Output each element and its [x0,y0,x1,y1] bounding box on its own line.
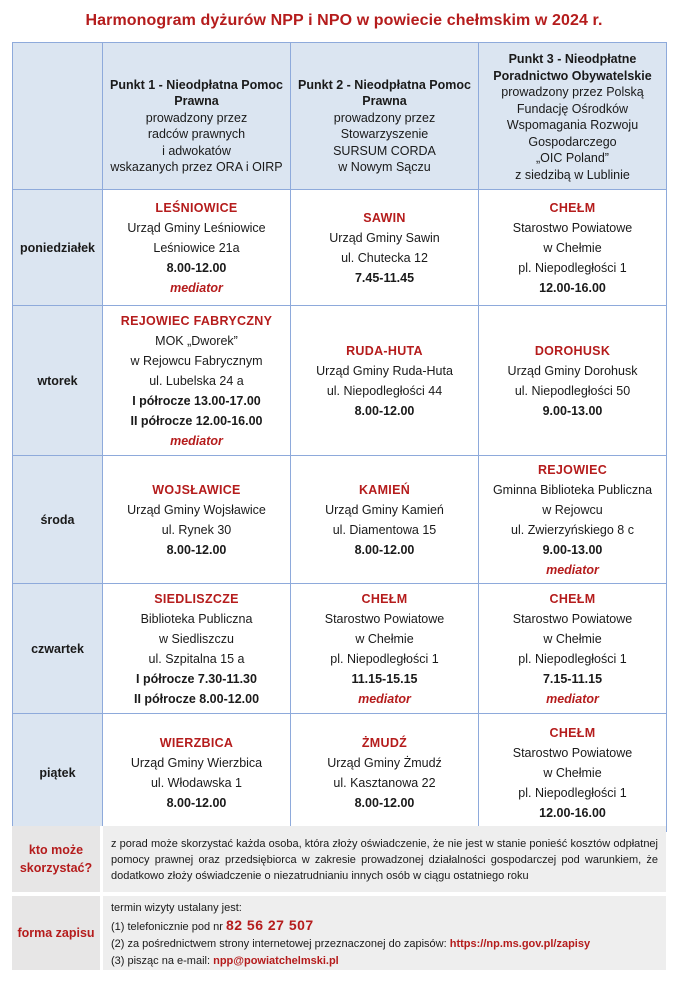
address-line: Gminna Biblioteka Publiczna [492,482,653,497]
day-row [13,456,667,584]
address-line: ul. Niepodległości 50 [514,383,631,398]
office-hours: 8.00-12.00 [166,260,227,275]
office-hours: 9.00-13.00 [542,403,603,418]
day-label: wtorek [13,306,103,456]
office-hours: 7.15-11.15 [542,671,603,686]
address-line: Urząd Gminy Kamień [325,502,444,517]
day-row [13,306,667,456]
header-corner [13,43,103,190]
address-line: Starostwo Powiatowe [512,745,633,760]
web-prefix: (2) za pośrednictwem strony internetowej przeznaczonej do zapisów: [111,938,447,950]
address-line: Urząd Gminy Wierzbica [130,755,263,770]
day-row [13,584,667,714]
address-line: Starostwo Powiatowe [324,611,445,626]
location-name: REJOWIEC [537,462,608,477]
office-hours: 11.15-15.15 [351,671,418,686]
phone-number[interactable]: 82 56 27 507 [225,917,314,933]
office-hours: 12.00-16.00 [539,280,606,295]
address-line: w Chełmie [543,765,602,780]
schedule-cell [479,456,667,584]
address-line: pl. Niepodległości 1 [330,651,439,666]
address-line: w Rejowcu [542,502,603,517]
schedule-cell [479,190,667,306]
email-prefix: (3) pisząc na e-mail: [111,955,211,967]
address-line: Biblioteka Publiczna [140,611,253,626]
office-hours: II półrocze 8.00-12.00 [133,691,260,706]
schedule-table [12,42,667,832]
location-name: KAMIEŃ [358,482,411,497]
who-can-use-row [12,826,666,892]
location-name: CHEŁM [549,591,596,606]
address-line: Starostwo Powiatowe [512,220,633,235]
address-line: ul. Zwierzyńskiego 8 c [511,522,634,537]
address-line: w Rejowcu Fabrycznym [130,353,263,368]
address-line: ul. Włodawska 1 [150,775,242,790]
address-line: w Chełmie [355,631,414,646]
office-hours: 7.45-11.45 [354,270,415,285]
schedule-cell [291,190,479,306]
point-name: Punkt 3 - Nieodpłatne Poradnictwo Obywatelskie [493,52,652,83]
day-label: piątek [13,714,103,832]
address-line: Urząd Gminy Dorohusk [507,363,638,378]
mediator-note: mediator [546,691,599,706]
mediator-note: mediator [546,562,599,577]
schedule-cell [291,456,479,584]
office-hours: 12.00-16.00 [539,805,606,820]
day-row [13,714,667,832]
office-hours: 8.00-12.00 [166,795,227,810]
address-line: w Chełmie [543,631,602,646]
address-line: Urząd Gminy Leśniowice [127,220,266,235]
address-line: ul. Niepodległości 44 [326,383,443,398]
point-desc: prowadzony przez Stowarzyszenie SURSUM CORDA w Nowym Sączu [333,110,436,174]
office-hours: 8.00-12.00 [354,795,415,810]
location-name: LEŚNIOWICE [155,200,238,215]
address-line: ul. Chutecka 12 [341,250,428,265]
phone-prefix: (1) telefonicznie pod nr [111,921,223,933]
schedule-cell [103,714,291,832]
office-hours: 8.00-12.00 [354,542,415,557]
day-label: środa [13,456,103,584]
address-line: Urząd Gminy Sawin [329,230,440,245]
address-line: w Chełmie [543,240,602,255]
who-text: z porad może skorzystać każda osoba, która złoży oświadczenie, że nie jest w stanie ponieść kosztów odpłatnej pomocy prawnej oraz przedsiębiorca w zakresie prowadzonej działalności gospodarczej pod warunkiem, że dodatkowo złoży oświadczenie o niezatrudnianiu innych osób w ciągu ostatniego roku [100,826,666,892]
schedule-cell [103,584,291,714]
address-line: ul. Diamentowa 15 [332,522,437,537]
office-hours: 8.00-12.00 [166,542,227,557]
point-desc: prowadzony przez Polską Fundację Ośrodków Wspomagania Rozwoju Gospodarczego „OIC Poland” z siedzibą w Lublinie [501,85,644,182]
schedule-cell [291,714,479,832]
email-link[interactable]: npp@powiatchelmski.pl [213,955,339,967]
schedule-cell [103,456,291,584]
register-text [100,896,666,970]
day-label: poniedziałek [13,190,103,306]
schedule-cell [291,584,479,714]
who-label: kto może skorzystać? [19,843,93,875]
office-hours: I półrocze 7.30-11.30 [136,671,257,686]
register-label: forma zapisu [17,926,95,940]
schedule-cell [291,306,479,456]
address-line: Leśniowice 21a [153,240,240,255]
address-line: ul. Szpitalna 15 a [148,651,245,666]
header-point-3 [479,43,667,190]
office-hours: 8.00-12.00 [354,403,415,418]
location-name: DOROHUSK [534,343,611,358]
address-line: Urząd Gminy Wojsławice [127,502,266,517]
address-line: pl. Niepodległości 1 [518,785,627,800]
address-line: Urząd Gminy Żmudź [327,755,442,770]
address-line: pl. Niepodległości 1 [518,651,627,666]
address-line: ul. Rynek 30 [161,522,232,537]
address-line: ul. Lubelska 24 a [149,373,244,388]
register-intro: termin wizyty ustalany jest: [111,902,242,914]
day-label: czwartek [13,584,103,714]
location-name: REJOWIEC FABRYCZNY [120,313,273,328]
header-point-2 [291,43,479,190]
location-name: CHEŁM [549,725,596,740]
address-line: Urząd Gminy Ruda-Huta [316,363,453,378]
point-name: Punkt 2 - Nieodpłatna Pomoc Prawna [298,77,471,108]
register-web-line [111,936,658,953]
point-name: Punkt 1 - Nieodpłatna Pomoc Prawna [110,77,283,108]
schedule-cell [479,584,667,714]
address-line: pl. Niepodległości 1 [518,260,627,275]
page-title: Harmonogram dyżurów NPP i NPO w powiecie chełmskim w 2024 r. [85,12,603,29]
location-name: CHEŁM [549,200,596,215]
address-line: Starostwo Powiatowe [512,611,633,626]
location-name: SAWIN [363,210,406,225]
schedule-cell [103,190,291,306]
header-point-1 [103,43,291,190]
mediator-note: mediator [170,433,223,448]
location-name: SIEDLISZCZE [154,591,239,606]
mediator-note: mediator [358,691,411,706]
location-name: WIERZBICA [159,735,234,750]
address-line: MOK „Dworek” [155,333,238,348]
schedule-cell [103,306,291,456]
address-line: w Siedliszczu [158,631,235,646]
address-line: ul. Kasztanowa 22 [333,775,436,790]
office-hours: I półrocze 13.00-17.00 [132,393,261,408]
location-name: ŻMUDŹ [361,735,408,750]
office-hours: II półrocze 12.00-16.00 [130,413,263,428]
registration-row [12,896,666,970]
mediator-note: mediator [170,280,223,295]
schedule-cell [479,714,667,832]
location-name: CHEŁM [361,591,408,606]
office-hours: 9.00-13.00 [542,542,603,557]
web-link[interactable]: https://np.ms.gov.pl/zapisy [449,938,591,950]
day-row [13,190,667,306]
location-name: RUDA-HUTA [346,343,423,358]
location-name: WOJSŁAWICE [152,482,241,497]
schedule-cell [479,306,667,456]
header-row [13,43,667,190]
point-desc: prowadzony przez radców prawnych i adwokatów wskazanych przez ORA i OIRP [110,110,283,174]
register-phone-line [111,917,658,936]
register-email-line [111,953,658,970]
